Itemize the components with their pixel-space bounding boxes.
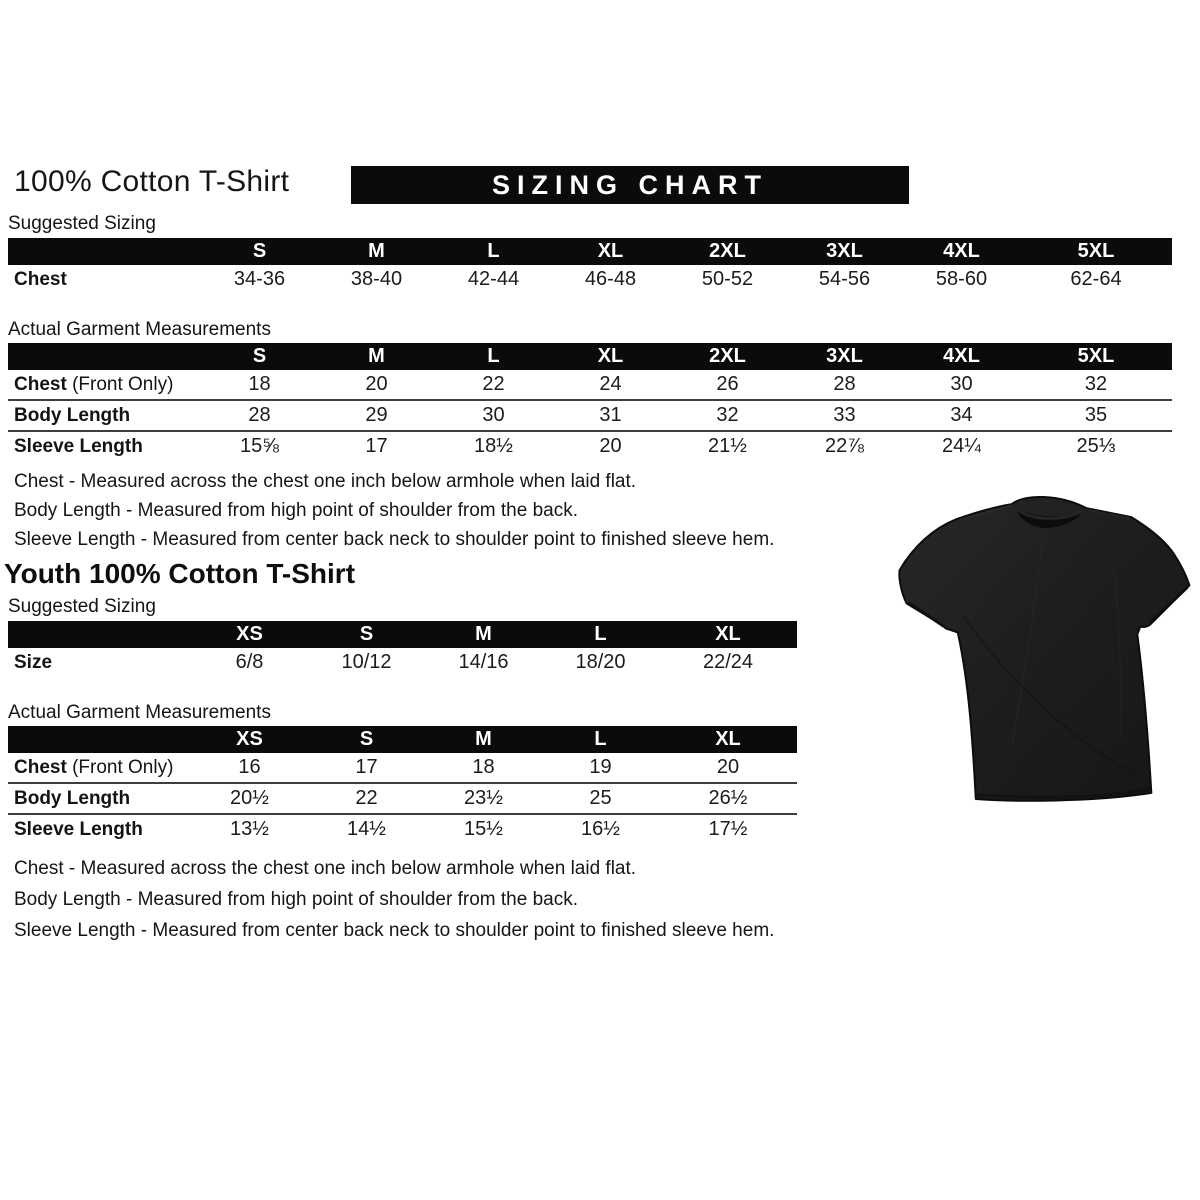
measurement-value: 20 (716, 756, 740, 778)
measurement-value: 34-36 (233, 268, 286, 290)
measurement-value: 24 (599, 373, 622, 395)
size-column-header: L (435, 343, 552, 370)
note-sleeve-length: Sleeve Length - Measured from center back neck to shoulder point to finished sleeve hem. (14, 920, 775, 941)
measurement-value: 14/16 (458, 651, 509, 673)
measurement-value: 14½ (347, 818, 386, 840)
size-column-header: S (201, 238, 318, 265)
size-column-header: M (425, 726, 542, 753)
adult-measurements-label: Actual Garment Measurements (8, 319, 271, 340)
row-label: Chest (Front Only) (14, 373, 174, 395)
size-column-header: 2XL (669, 343, 786, 370)
size-column-header: XS (191, 726, 308, 753)
youth-suggested-sizing-table-grid (8, 621, 797, 677)
size-column-header: L (542, 621, 659, 648)
size-column-header: XL (552, 238, 669, 265)
measurement-value: 33 (833, 404, 856, 426)
sizing-chart-banner: SIZING CHART (351, 166, 909, 204)
measurement-value: 18/20 (575, 651, 626, 673)
youth-suggested-sizing-label: Suggested Sizing (8, 596, 156, 617)
measurement-value: 17 (365, 435, 388, 457)
header-blank-cell (8, 726, 191, 753)
row-label: Body Length (14, 404, 131, 426)
measurement-value: 38-40 (350, 268, 403, 290)
measurement-value: 28 (248, 404, 271, 426)
measurement-value: 20½ (230, 787, 269, 809)
note-chest: Chest - Measured across the chest one inch below armhole when laid flat. (14, 858, 637, 879)
size-column-header: 3XL (786, 343, 903, 370)
table-row (8, 783, 797, 814)
measurement-value: 20 (365, 373, 388, 395)
measurement-value: 25 (589, 787, 612, 809)
size-column-header: XL (659, 621, 797, 648)
row-label: Size (14, 651, 53, 673)
measurement-value: 62-64 (1070, 268, 1122, 290)
measurement-value: 30 (482, 404, 505, 426)
size-column-header: 3XL (786, 238, 903, 265)
table-row (8, 265, 1172, 294)
row-label: Body Length (14, 787, 131, 809)
tshirt-silhouette (899, 497, 1189, 801)
measurement-value: 24¼ (942, 435, 981, 457)
measurement-value: 20 (599, 435, 622, 457)
tshirt-image (893, 486, 1195, 812)
measurement-value: 19 (589, 756, 612, 778)
adult-suggested-sizing-table-grid (8, 238, 1172, 294)
table-row (8, 648, 797, 677)
table-row (8, 431, 1172, 461)
measurement-value: 21½ (708, 435, 747, 457)
size-column-header: S (308, 726, 425, 753)
adult-measurements-table-grid (8, 343, 1172, 461)
measurement-value: 32 (1084, 373, 1108, 395)
measurement-value: 54-56 (818, 268, 871, 290)
measurement-value: 25⅓ (1076, 435, 1116, 457)
measurement-value: 18 (472, 756, 495, 778)
row-label: Sleeve Length (14, 818, 143, 840)
measurement-value: 32 (716, 404, 739, 426)
size-column-header: XS (191, 621, 308, 648)
measurement-value: 22⅞ (825, 435, 864, 457)
measurement-value: 35 (1084, 404, 1108, 426)
measurement-value: 16½ (581, 818, 620, 840)
size-column-header: 5XL (1020, 238, 1172, 265)
note-sleeve-length: Sleeve Length - Measured from center back neck to shoulder point to finished sleeve hem. (14, 529, 775, 550)
measurement-value: 22 (482, 373, 505, 395)
measurement-value: 31 (599, 404, 622, 426)
page-title: 100% Cotton T-Shirt (14, 165, 290, 198)
size-column-header: M (318, 238, 435, 265)
size-column-header: S (308, 621, 425, 648)
adult-suggested-sizing-label: Suggested Sizing (8, 213, 156, 234)
measurement-value: 34 (950, 404, 973, 426)
size-column-header: XL (552, 343, 669, 370)
measurement-value: 42-44 (467, 268, 520, 290)
measurement-value: 15½ (464, 818, 503, 840)
youth-measurements-table-grid (8, 726, 797, 844)
header-blank-cell (8, 238, 201, 265)
measurement-value: 30 (950, 373, 973, 395)
note-body-length: Body Length - Measured from high point of shoulder from the back. (14, 500, 578, 521)
size-column-header: 4XL (903, 343, 1020, 370)
measurement-value: 46-48 (584, 268, 637, 290)
size-column-header: XL (659, 726, 797, 753)
size-column-header: S (201, 343, 318, 370)
size-column-header: M (425, 621, 542, 648)
measurement-value: 13½ (230, 818, 269, 840)
title-row (8, 163, 1200, 204)
measurement-value: 22/24 (702, 651, 754, 673)
measurement-value: 28 (833, 373, 856, 395)
measurement-value: 6/8 (235, 651, 264, 673)
row-label: Sleeve Length (14, 435, 143, 457)
adult-suggested-sizing-table (8, 238, 1200, 294)
table-row (8, 753, 797, 783)
header-blank-cell (8, 343, 201, 370)
measurement-value: 58-60 (935, 268, 988, 290)
size-column-header: L (435, 238, 552, 265)
measurement-value: 17½ (708, 818, 748, 840)
size-column-header: 2XL (669, 238, 786, 265)
measurement-value: 15⅝ (240, 435, 279, 457)
size-column-header: 4XL (903, 238, 1020, 265)
table-row (8, 400, 1172, 431)
measurement-value: 23½ (464, 787, 503, 809)
measurement-value: 26½ (708, 787, 748, 809)
table-row (8, 814, 797, 844)
measurement-value: 17 (355, 756, 378, 778)
measurement-value: 18 (248, 373, 271, 395)
measurement-value: 26 (716, 373, 739, 395)
youth-measurement-notes (14, 858, 1200, 942)
adult-measurements-table (8, 343, 1200, 461)
size-column-header: M (318, 343, 435, 370)
measurement-value: 10/12 (341, 651, 392, 673)
youth-measurements-label: Actual Garment Measurements (8, 702, 271, 723)
measurement-value: 50-52 (701, 268, 754, 290)
measurement-value: 22 (355, 787, 378, 809)
table-row (8, 370, 1172, 400)
note-body-length: Body Length - Measured from high point of shoulder from the back. (14, 889, 578, 910)
note-chest: Chest - Measured across the chest one inch below armhole when laid flat. (14, 471, 637, 492)
row-label: Chest (Front Only) (14, 756, 174, 778)
measurement-value: 29 (365, 404, 388, 426)
size-column-header: L (542, 726, 659, 753)
row-label: Chest (14, 268, 67, 290)
measurement-value: 16 (238, 756, 261, 778)
size-column-header: 5XL (1020, 343, 1172, 370)
measurement-value: 18½ (474, 435, 513, 457)
header-blank-cell (8, 621, 191, 648)
youth-section-title: Youth 100% Cotton T-Shirt (4, 558, 356, 589)
black-tshirt-photo (893, 486, 1195, 812)
